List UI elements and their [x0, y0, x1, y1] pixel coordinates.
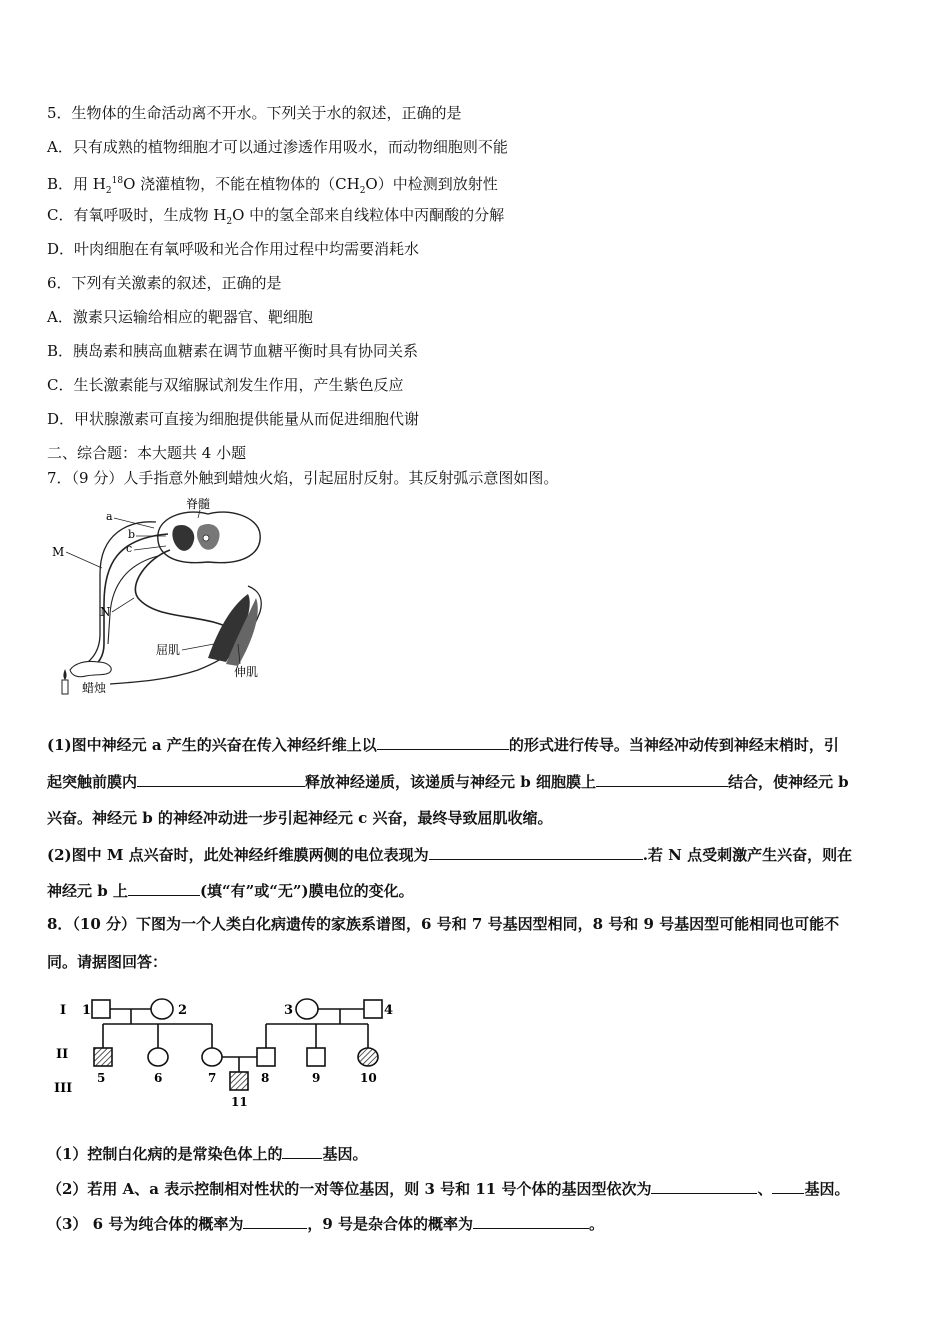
extensor-label: 伸肌 — [234, 665, 259, 679]
individual-7-label: 7 — [208, 1071, 217, 1085]
q8-stem-line2: 同。请据图回答： — [47, 953, 168, 971]
pedigree-chart — [50, 992, 410, 1112]
neuron-a-label: a — [106, 510, 113, 523]
generation-2-label: II — [56, 1047, 69, 1062]
candle-label: 蜡烛 — [82, 681, 107, 695]
q8-sub3: （3） 6 号为纯合体的概率为 ，9 号是杂合体的概率为 。 — [47, 1215, 605, 1233]
answer-blank[interactable] — [282, 1143, 322, 1159]
answer-blank[interactable] — [651, 1178, 757, 1194]
point-m-label: M — [52, 545, 65, 559]
individual-8-label: 8 — [261, 1071, 270, 1085]
individual-3-female — [296, 999, 318, 1019]
q6-option-b: B．胰岛素和胰高血糖素在调节血糖平衡时具有协同关系 — [47, 342, 419, 360]
flexor-label: 屈肌 — [156, 643, 181, 657]
q5-stem: 5．生物体的生命活动离不开水。下列关于水的叙述，正确的是 — [47, 104, 462, 122]
q6-stem: 6．下列有关激素的叙述，正确的是 — [47, 274, 282, 292]
grey-matter-left — [172, 525, 194, 551]
q6-option-c: C．生长激素能与双缩脲试剂发生作用，产生紫色反应 — [47, 376, 404, 394]
q5-option-a: A．只有成熟的植物细胞才可以通过渗透作用吸水，而动物细胞则不能 — [47, 138, 508, 156]
answer-blank[interactable] — [137, 771, 305, 787]
q8-stem-line1: 8．（10 分）下图为一个人类白化病遗传的家族系谱图，6 号和 7 号基因型相同，8 号和 9 号基因型可能相同也可能不 — [47, 915, 840, 933]
neuron-c-label: c — [126, 542, 133, 555]
individual-10-label: 10 — [360, 1071, 377, 1085]
individual-9-male — [307, 1048, 325, 1066]
q5-option-b: B．用 $H_2^{18}O$ 浇灌植物，不能在植物体的$(CH_2O)$中检测到放射性 — [47, 175, 498, 196]
q7-part1-line2: 起突触前膜内 释放神经递质，该递质与神经元 b 细胞膜上 结合，使神经元 b — [47, 773, 849, 791]
q8-sub2: （2）若用 A、a 表示控制相对性状的一对等位基因，则 3 号和 11 号个体的基因型依次为 、 基因。 — [47, 1180, 850, 1198]
individual-6-female — [148, 1048, 168, 1066]
q7-part2-line1: (2)图中 M 点兴奋时，此处神经纤维膜两侧的电位表现为 .若 N 点受刺激产生兴奋，则在 — [47, 846, 853, 864]
individual-11-label: 11 — [231, 1095, 248, 1109]
answer-blank[interactable] — [128, 880, 200, 896]
individual-10-affected-female — [358, 1048, 378, 1066]
answer-blank[interactable] — [429, 844, 643, 860]
individual-4-label: 4 — [384, 1003, 394, 1018]
individual-5-affected-male — [94, 1048, 112, 1066]
individual-9-label: 9 — [312, 1071, 321, 1085]
answer-blank[interactable] — [596, 771, 728, 787]
individual-3-label: 3 — [284, 1003, 294, 1018]
individual-8-male — [257, 1048, 275, 1066]
individual-2-female — [151, 999, 173, 1019]
individual-7-female — [202, 1048, 222, 1066]
answer-blank[interactable] — [772, 1178, 804, 1194]
point-n-label: N — [100, 605, 111, 619]
individual-5-label: 5 — [97, 1071, 106, 1085]
q5-option-c: C．有氧呼吸时，生成物 $H_2O$ 中的氢全部来自线粒体中丙酮酸的分解 — [47, 206, 505, 227]
answer-blank[interactable] — [473, 1213, 589, 1229]
candle-icon — [62, 680, 68, 694]
q7-part2-line2: 神经元 b 上 (填“有”或“无”)膜电位的变化。 — [47, 882, 414, 900]
spinal-cord-label: 脊髓 — [186, 497, 211, 511]
hand-shape — [70, 661, 111, 676]
q8-sub1: （1）控制白化病的是常染色体上的 基因。 — [47, 1145, 368, 1163]
section-heading: 二、综合题：本大题共 4 小题 — [47, 444, 247, 462]
q7-part1-line1: (1)图中神经元 a 产生的兴奋在传入神经纤维上以 的形式进行传导。当神经冲动传到神经末梢时，引 — [47, 736, 839, 754]
q7-part1-line3: 兴奋。神经元 b 的神经冲动进一步引起神经元 c 兴奋，最终导致屈肌收缩。 — [47, 809, 553, 827]
individual-6-label: 6 — [154, 1071, 163, 1085]
generation-3-label: III — [54, 1081, 73, 1096]
individual-11-affected-male — [230, 1072, 248, 1090]
individual-1-label: 1 — [82, 1003, 92, 1018]
individual-1-male — [92, 1000, 110, 1018]
answer-blank[interactable] — [243, 1213, 307, 1229]
answer-blank[interactable] — [377, 734, 509, 750]
reflex-arc-figure — [48, 494, 278, 699]
individual-2-label: 2 — [178, 1003, 188, 1018]
flame-icon — [63, 669, 66, 680]
individual-4-male — [364, 1000, 382, 1018]
neuron-b-label: b — [128, 528, 136, 541]
generation-1-label: I — [60, 1003, 67, 1018]
q7-stem: 7．（9 分）人手指意外触到蜡烛火焰，引起屈肘反射。其反射弧示意图如图。 — [47, 469, 559, 487]
q5-option-d: D．叶肉细胞在有氧呼吸和光合作用过程中均需要消耗水 — [47, 240, 420, 258]
q6-option-d: D．甲状腺激素可直接为细胞提供能量从而促进细胞代谢 — [47, 410, 420, 428]
q6-option-a: A．激素只运输给相应的靶器官、靶细胞 — [47, 308, 313, 326]
